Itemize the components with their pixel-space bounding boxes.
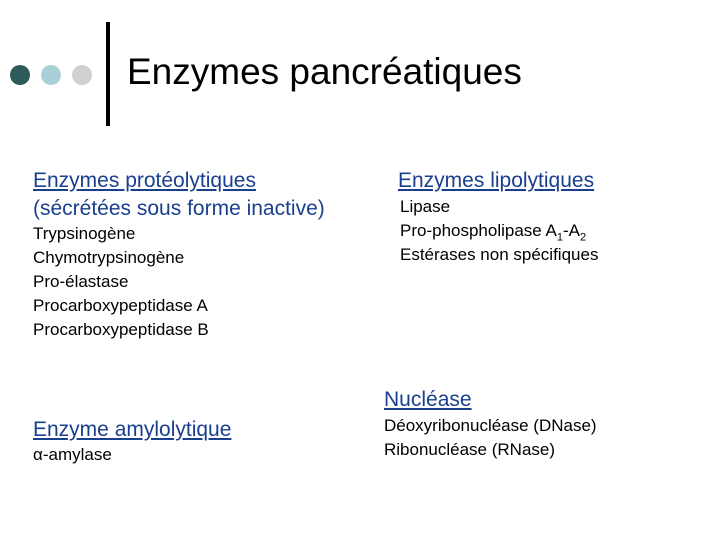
slide-title: Enzymes pancréatiques	[127, 51, 522, 92]
list-item: Trypsinogène	[33, 224, 136, 243]
nuclease-list	[384, 414, 597, 462]
list-item: Procarboxypeptidase B	[33, 320, 209, 339]
proteolytic-subheading: (sécrétées sous forme inactive)	[33, 197, 325, 220]
bullet-dot-dark	[10, 65, 30, 85]
list-item: Lipase	[400, 197, 451, 216]
bullet-dot-grey	[72, 65, 92, 85]
title-divider	[106, 22, 110, 126]
amylolytic-list	[33, 443, 112, 467]
list-item: Déoxyribonucléase (DNase)	[384, 416, 597, 435]
proteolytic-list	[33, 222, 209, 342]
list-item: Ribonucléase (RNase)	[384, 440, 556, 459]
bullet-dot-light	[41, 65, 61, 85]
nuclease-heading: Nucléase	[384, 388, 472, 411]
list-item: Estérases non spécifiques	[400, 245, 599, 264]
list-item: Procarboxypeptidase A	[33, 296, 208, 315]
list-item: α-amylase	[33, 445, 112, 464]
list-item: Chymotrypsinogène	[33, 248, 185, 267]
lipolytic-list	[400, 195, 598, 267]
proteolytic-heading: Enzymes protéolytiques	[33, 169, 256, 192]
list-item: Pro-élastase	[33, 272, 129, 291]
lipolytic-heading: Enzymes lipolytiques	[398, 169, 595, 192]
amylolytic-heading: Enzyme amylolytique	[33, 418, 232, 441]
list-item: Pro-phospholipase $A_1-A_2$	[400, 221, 587, 244]
